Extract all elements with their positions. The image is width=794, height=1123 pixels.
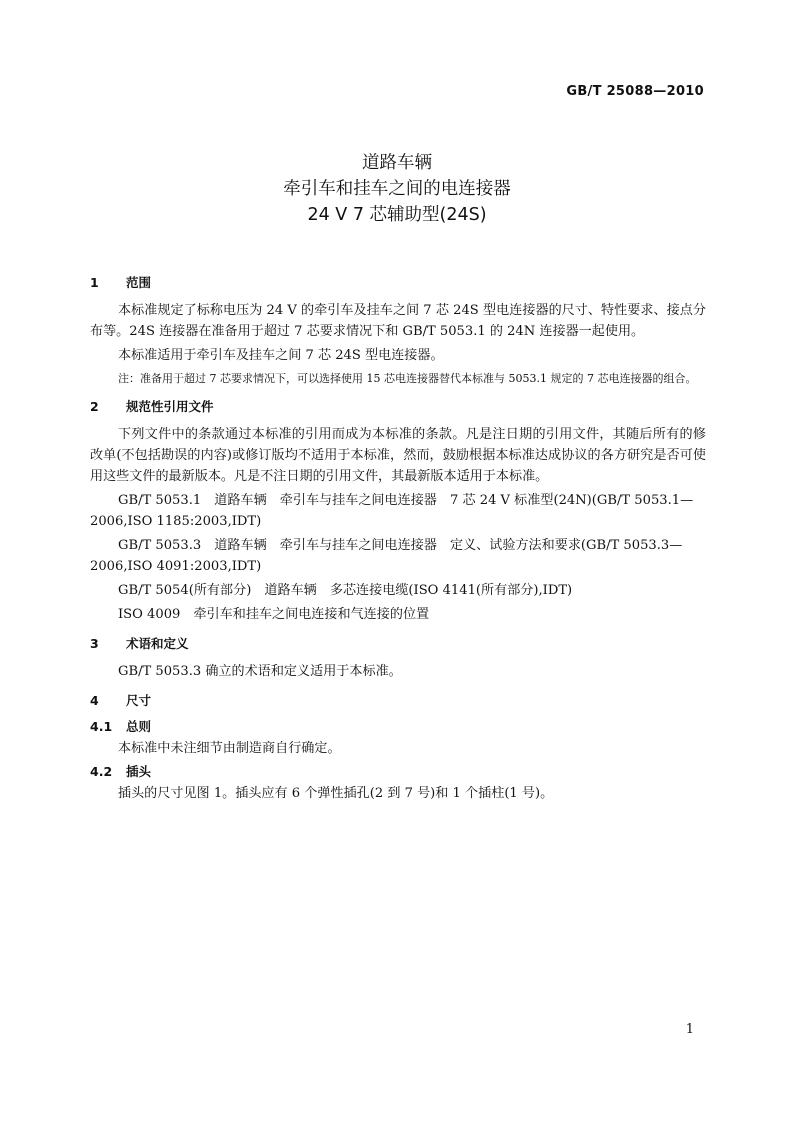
document-body [90,272,706,804]
subsection-4-1-paragraph: 本标准中未注细节由制造商自行确定。 [118,741,341,756]
subsection-4-2-heading [90,761,706,783]
section-4-heading [90,690,706,712]
subsection-4-1-heading [90,716,706,738]
section-title: 术语和定义 [126,636,189,651]
subsection-number: 4.1 [90,719,113,734]
note-text: 准备用于超过 7 芯要求情况下，可以选择使用 15 芯电连接器替代本标准与 5053.1 规定的 7 芯电连接器的组合。 [140,372,697,385]
reference-line: GB/T 5054(所有部分) 道路车辆 多芯连接电缆(ISO 4141(所有部分),IDT) [118,583,573,598]
title-line-3: 24 V 7 芯辅助型(24S) [307,205,487,225]
reference-line-continued: 2006,ISO 4091:2003,IDT) [90,559,262,574]
reference-line: ISO 4009 牵引车和挂车之间电连接和气连接的位置 [118,607,430,622]
title-line-1: 道路车辆 [362,153,432,173]
section-1-note [90,369,706,388]
reference-item [90,535,706,577]
section-number: 3 [90,636,99,651]
section-title: 范围 [126,275,152,290]
section-1-paragraph-2: 本标准适用于牵引车及挂车之间 7 芯 24S 型电连接器。 [118,348,444,363]
subsection-title: 插头 [126,764,152,779]
page-number: 1 [685,1022,694,1037]
subsection-4-2-paragraph: 插头的尺寸见图 1。插头应有 6 个弹性插孔(2 到 7 号)和 1 个插柱(1 号)。 [118,786,554,801]
section-title: 尺寸 [126,693,152,708]
subsection-number: 4.2 [90,764,113,779]
section-2-heading [90,396,706,418]
section-1-paragraph-1: 本标准规定了标称电压为 24 V 的牵引车及挂车之间 7 芯 24S 型电连接器的尺寸、特性要求、接点分布等。24S 连接器在准备用于超过 7 芯要求情况下和 GB/T 5053.1 的 24N 连接器一起使用。 [90,303,706,339]
title-line-2: 牵引车和挂车之间的电连接器 [283,179,511,199]
subsection-title: 总则 [126,719,152,734]
section-3-heading [90,633,706,655]
reference-line: GB/T 5053.3 道路车辆 牵引车与挂车之间电连接器 定义、试验方法和要求(GB/T 5053.3— [118,538,683,553]
section-1-heading [90,272,706,294]
section-number: 4 [90,693,99,708]
standard-code: GB/T 25088—2010 [566,84,704,99]
reference-line-continued: 2006,ISO 1185:2003,IDT) [90,514,262,529]
reference-item [90,490,706,532]
section-title: 规范性引用文件 [126,399,214,414]
section-number: 1 [90,275,99,290]
reference-line: GB/T 5053.1 道路车辆 牵引车与挂车之间电连接器 7 芯 24 V 标准型(24N)(GB/T 5053.1— [118,493,694,508]
reference-item [90,604,706,625]
reference-item [90,580,706,601]
section-number: 2 [90,399,99,414]
note-label: 注： [118,372,140,385]
document-title [0,150,794,228]
section-3-paragraph-1: GB/T 5053.3 确立的术语和定义适用于本标准。 [118,664,402,679]
section-2-paragraph-1: 下列文件中的条款通过本标准的引用而成为本标准的条款。凡是注日期的引用文件，其随后所有的修改单(不包括勘误的内容)或修订版均不适用于本标准，然而，鼓励根据本标准达成协议的各方研究是否可使用这些文件的最新版本。凡是不注日期的引用文件，其最新版本适用于本标准。 [90,427,706,484]
